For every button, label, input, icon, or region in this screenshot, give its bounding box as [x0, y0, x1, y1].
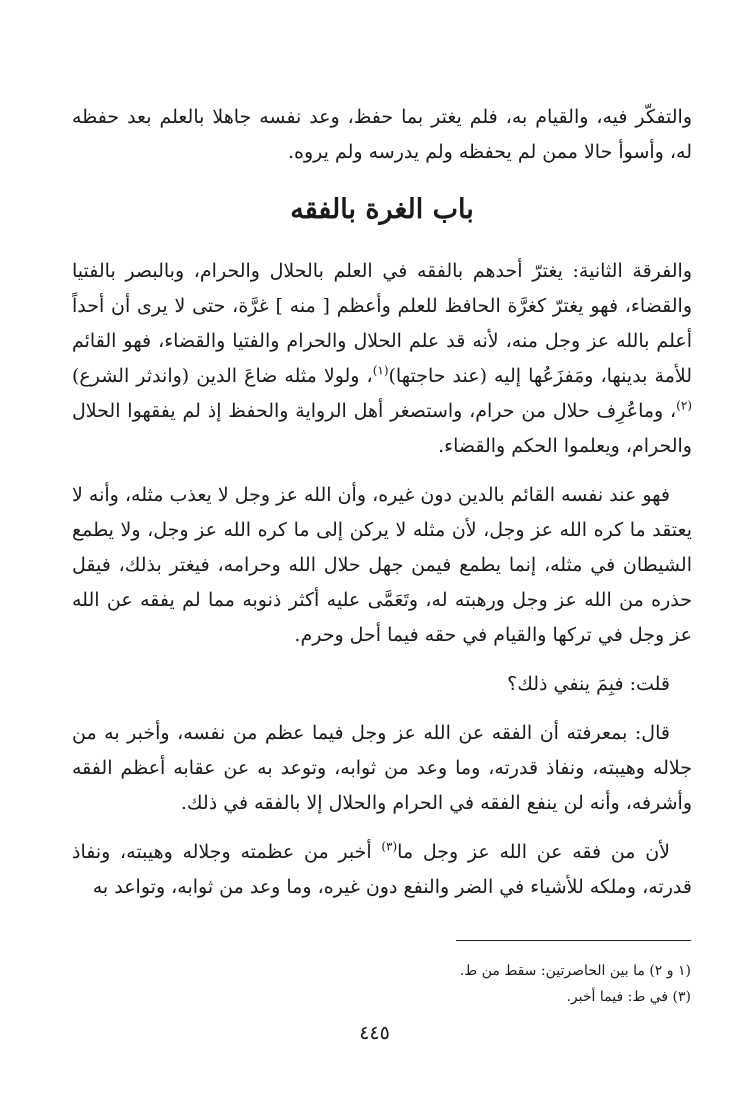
page-number: ٤٤٥	[359, 1022, 390, 1044]
paragraph-1	[72, 254, 692, 464]
paragraph-3: قال: بمعرفته أن الفقه عن الله عز وجل فيما عظم من نفسه، وأخبر به من جلاله وهيبته، ونفاذ قدرته، وما وعد من ثوابه، وتوعد به عن عقابه أعظم الفقه وأشرفه، وأنه لن ينفع الفقه في الحرام والحلال إلا بالفقه في ذلك.	[72, 722, 692, 814]
paragraph-2: فهو عند نفسه القائم بالدين دون غيره، وأن الله عز وجل لا يعذب مثله، وأنه لا يعتقد ما كره الله عز وجل، لأن مثله لا يركن إلى ما كره الله عز وجل، ولا يطمع الشيطان في مثله، إنما يطمع فيمن جهل حلال الله وحرامه، فيغتر بذلك، فيقل حذره من الله عز وجل ورهبته له، وتَعَمَّى عليه أكثر ذنوبه مما لم يفقه عن الله عز وجل في تركها والقيام في حقه فيما أحل وحرم.	[72, 484, 692, 646]
footnote-3: (٣) في ط: فيما أخبر.	[566, 989, 691, 1005]
paragraph-4	[72, 835, 692, 905]
footnotes	[291, 958, 691, 1010]
footnote-ref-3: (٣)	[381, 839, 398, 854]
page-body	[72, 100, 692, 919]
paragraph-4-text-b: أخبر من عظمته وجلاله وهيبته، ونفاذ قدرته، وملكه للأشياء في الضر والنفع دون غيره، وما وعد من ثوابه، وتواعد به	[72, 841, 692, 898]
intro-paragraph: والتفكّر فيه، والقيام به، فلم يغتر بما حفظ، وعد نفسه جاهلا بالعلم بعد حفظه له، وأسوأ حالا ممن لم يحفظه ولم يدرسه ولم يروه.	[72, 106, 692, 163]
question-line: قلت: فبِمَ ينفي ذلك؟	[507, 673, 670, 695]
section-heading: باب الغرة بالفقه	[290, 194, 474, 225]
footnote-1-2: (١ و ٢) ما بين الحاصرتين: سقط من ط.	[459, 963, 691, 979]
footnote-ref-2: (٢)	[676, 398, 692, 413]
paragraph-1-text-a: والفرقة الثانية: يغترّ أحدهم بالفقه في العلم بالحلال والحرام، وبالبصر بالفتيا والقضاء، فهو يغترّ كغرَّة الحافظ للعلم وأعظم [ منه ] غرَّة، حتى لا يرى أن أحداً أعلم بالله عز وجل منه، لأنه قد علم الحلال والحرام والفتيا والقضاء، فهو القائم للأمة بدينها، ومَفزَعُها إليه (عند حاجتها)	[72, 260, 692, 387]
footnote-divider	[456, 940, 691, 941]
paragraph-1-text-b: ، ولولا مثله ضاعَ الدين (واندثر الشرع)	[72, 365, 373, 387]
paragraph-4-text-a: لأن من فقه عن الله عز وجل ما	[397, 841, 670, 863]
paragraph-1-text-c: ، وماعُرِف حلال من حرام، واستصغر أهل الرواية والحفظ إذ لم يفقهوا الحلال والحرام، ويعلموا الحكم والقضاء.	[72, 400, 692, 457]
footnote-ref-1: (١)	[372, 363, 389, 378]
